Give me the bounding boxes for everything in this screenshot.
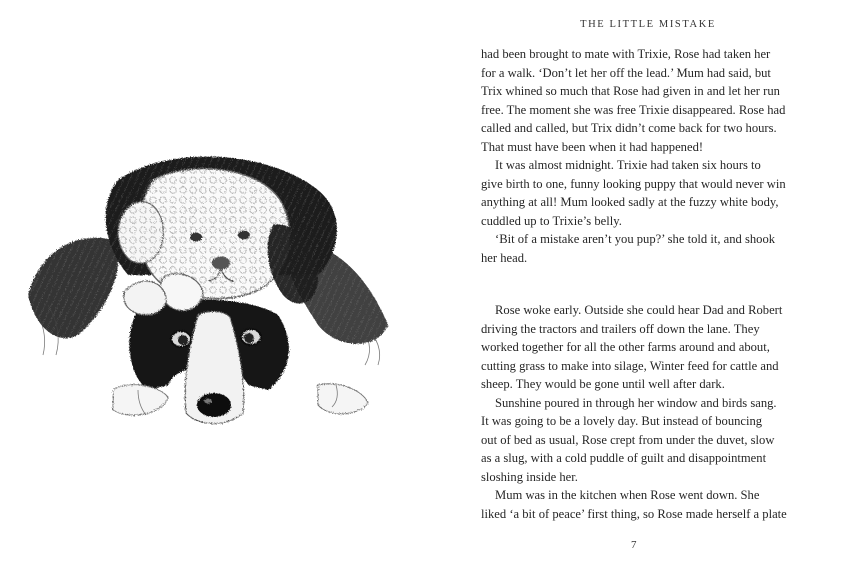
text-line: had been brought to mate with Trixie, Rose had taken her (481, 47, 771, 61)
text-line: out of bed as usual, Rose crept from under the duvet, slow (481, 432, 775, 447)
text-line: give birth to one, funny looking puppy that would never win (481, 176, 786, 191)
text-line: anything at all! Mum looked sadly at the fuzzy white body, (481, 195, 779, 209)
section-break (481, 267, 821, 301)
text-line: called and called, but Trix didn’t come back for two hours. (481, 121, 777, 135)
text-line: free. The moment she was free Trixie disappeared. Rose had (481, 102, 786, 117)
text-line: sloshing inside her. (481, 469, 578, 484)
dogs-illustration-icon (18, 135, 398, 435)
text-line: for a walk. ‘Don’t let her off the lead.’ Mum had said, but (481, 65, 771, 80)
text-line: Mum was in the kitchen when Rose went down. She (495, 488, 760, 502)
text-line: It was going to be a lovely day. But instead of bouncing (481, 414, 763, 428)
text-line: cutting grass to make into silage, Winter feed for cattle and (481, 358, 779, 373)
text-line: her head. (481, 250, 528, 265)
right-page (425, 0, 850, 567)
text-line: driving the tractors and trailers off down the lane. They (481, 321, 760, 336)
running-head: THE LITTLE MISTAKE (580, 19, 716, 30)
text-line: That must have been when it had happened! (481, 139, 704, 154)
text-line: It was almost midnight. Trixie had taken six hours to (495, 158, 761, 172)
page-number: 7 (631, 539, 637, 551)
text-line: Rose woke early. Outside she could hear Dad and Robert (495, 303, 783, 317)
text-line: cuddled up to Trixie’s belly. (481, 213, 622, 228)
text-line: sheep. They would be gone until well after dark. (481, 377, 725, 391)
text-line: worked together for all the other farms around and about, (481, 340, 770, 354)
text-line: Trix whined so much that Rose had given in and let her run (481, 84, 780, 98)
text-line: ‘Bit of a mistake aren’t you pup?’ she told it, and shook (495, 232, 776, 246)
body-text (481, 45, 821, 523)
text-line: liked ‘a bit of peace’ first thing, so Rose made herself a plate (481, 506, 787, 521)
text-line: Sunshine poured in through her window and birds sang. (495, 395, 777, 410)
text-line: as a slug, with a cold puddle of guilt and disappointment (481, 451, 767, 465)
